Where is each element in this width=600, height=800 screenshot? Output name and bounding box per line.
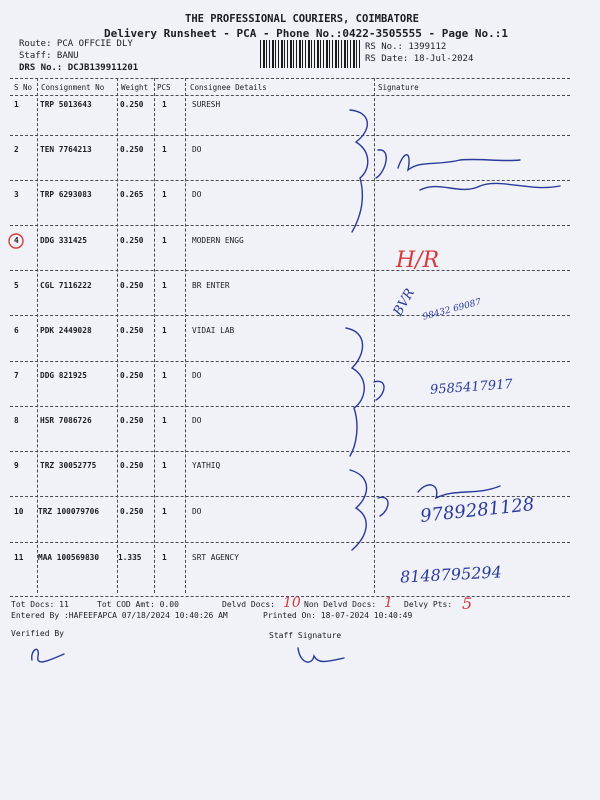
- row-consignment: DDG 821925: [40, 371, 87, 380]
- row-4-circle: [9, 234, 23, 248]
- col-pcs: PCS: [157, 83, 171, 92]
- delivered-docs-count: 10: [283, 595, 301, 611]
- signature-stroke: [420, 183, 560, 190]
- row-consignee: SRT AGENCY: [192, 553, 239, 562]
- row-consignee: DO: [192, 371, 202, 380]
- row-sno: 6: [14, 326, 19, 335]
- printed-on: Printed On: 18-07-2024 10:40:49: [263, 611, 413, 620]
- row-consignee: DO: [192, 416, 202, 425]
- col-consignee: Consignee Details: [190, 83, 267, 92]
- row-weight: 0.265: [120, 190, 144, 199]
- verified-by-label: Verified By: [11, 629, 64, 638]
- route-label: Route: PCA OFFCIE DLY: [19, 39, 133, 49]
- staff-signature-label: Staff Signature: [269, 631, 342, 640]
- col-consignment: Consignment No: [41, 83, 105, 92]
- row-weight: 0.250: [120, 145, 144, 154]
- row-consignment: PDK 2449028: [40, 326, 92, 335]
- total-docs: Tot Docs: 11: [11, 600, 69, 609]
- rs-date: RS Date: 18-Jul-2024: [365, 54, 474, 64]
- brace-mark: [350, 470, 367, 550]
- row-sno: 8: [14, 416, 19, 425]
- row-consignment: TRZ 100079706: [38, 507, 100, 516]
- row-weight: 1.335: [118, 553, 142, 562]
- non-delivered-count: 1: [384, 595, 393, 611]
- row-pcs: 1: [162, 416, 167, 425]
- row-pcs: 1: [162, 507, 167, 516]
- brace-mark: [350, 110, 368, 232]
- row-weight: 0.250: [120, 100, 144, 109]
- row-sno: 10: [14, 507, 24, 516]
- company-name: THE PROFESSIONAL COURIERS, COIMBATORE: [185, 13, 419, 25]
- row-consignment: TRZ 30052775: [40, 461, 97, 470]
- col-weight: Weight: [121, 83, 149, 92]
- row-sno: 2: [14, 145, 19, 154]
- row-weight: 0.250: [120, 507, 144, 516]
- row-consignee: DO: [192, 190, 202, 199]
- row-consignment: TRP 5013643: [40, 100, 92, 109]
- row-pcs: 1: [162, 461, 167, 470]
- row-consignment: HSR 7086726: [40, 416, 92, 425]
- row-weight: 0.250: [120, 326, 144, 335]
- total-cod: Tot COD Amt: 0.00: [97, 600, 179, 609]
- signature-stroke: [376, 150, 520, 178]
- row-9-phone: 9789281128: [419, 494, 536, 527]
- row-weight: 0.250: [120, 461, 144, 470]
- row-consignment: DDG 331425: [40, 236, 87, 245]
- row-sno: 1: [14, 100, 19, 109]
- row-pcs: 1: [162, 326, 167, 335]
- delivery-points-label: Delvy Pts:: [404, 600, 453, 609]
- drs-number: DRS No.: DCJB139911201: [19, 63, 139, 73]
- row-weight: 0.250: [120, 281, 144, 290]
- row-weight: 0.250: [120, 416, 144, 425]
- row-pcs: 1: [162, 190, 167, 199]
- row-weight: 0.250: [120, 236, 144, 245]
- rs-number: RS No.: 1399112: [365, 42, 447, 52]
- signature-stroke: [374, 381, 384, 400]
- row-pcs: 1: [162, 145, 167, 154]
- row-consignment: CGL 7116222: [40, 281, 92, 290]
- delivered-docs-label: Delvd Docs:: [222, 600, 275, 609]
- row-consignee: BR ENTER: [192, 281, 230, 290]
- row-7-phone: 9585417917: [429, 377, 514, 398]
- row-consignee: VIDAI LAB: [192, 326, 235, 335]
- runsheet-subtitle: Delivery Runsheet - PCA - Phone No.:0422-3505555 - Page No.:1: [104, 27, 508, 40]
- col-sno: S No: [14, 83, 33, 92]
- row-sno: 11: [14, 553, 24, 562]
- row-consignment: TRP 6293083: [40, 190, 92, 199]
- row-4-mark: H/R: [396, 248, 440, 273]
- row-pcs: 1: [162, 281, 167, 290]
- row-11-phone: 8148795294: [399, 562, 503, 587]
- row-pcs: 1: [162, 553, 167, 562]
- row-sno: 7: [14, 371, 19, 380]
- row-5-mark: BVR: [390, 286, 419, 319]
- row-sno: 4: [14, 236, 19, 245]
- col-signature: Signature: [378, 83, 419, 92]
- row-consignee: MODERN ENGG: [192, 236, 244, 245]
- row-consignee: DO: [192, 507, 202, 516]
- entered-by: Entered By :HAFEEFAPCA 07/18/2024 10:40:26 AM: [11, 611, 228, 620]
- row-consignee: SURESH: [192, 100, 221, 109]
- delivery-points-count: 5: [462, 594, 473, 613]
- row-pcs: 1: [162, 236, 167, 245]
- row-pcs: 1: [162, 100, 167, 109]
- brace-mark: [346, 328, 364, 456]
- non-delivered-label: Non Delvd Docs:: [304, 600, 377, 609]
- row-sno: 9: [14, 461, 19, 470]
- staff-signature: [298, 648, 344, 662]
- staff-label: Staff: BANU: [19, 51, 79, 61]
- row-consignment: TEN 7764213: [40, 145, 92, 154]
- row-pcs: 1: [162, 371, 167, 380]
- row-sno: 3: [14, 190, 19, 199]
- row-consignee: DO: [192, 145, 202, 154]
- verified-signature: [32, 649, 64, 662]
- row-5-note: 98432 69087: [421, 297, 483, 323]
- row-consignee: YATHIQ: [192, 461, 221, 470]
- row-sno: 5: [14, 281, 19, 290]
- row-weight: 0.250: [120, 371, 144, 380]
- row-consignment: MAA 100569830: [38, 553, 100, 562]
